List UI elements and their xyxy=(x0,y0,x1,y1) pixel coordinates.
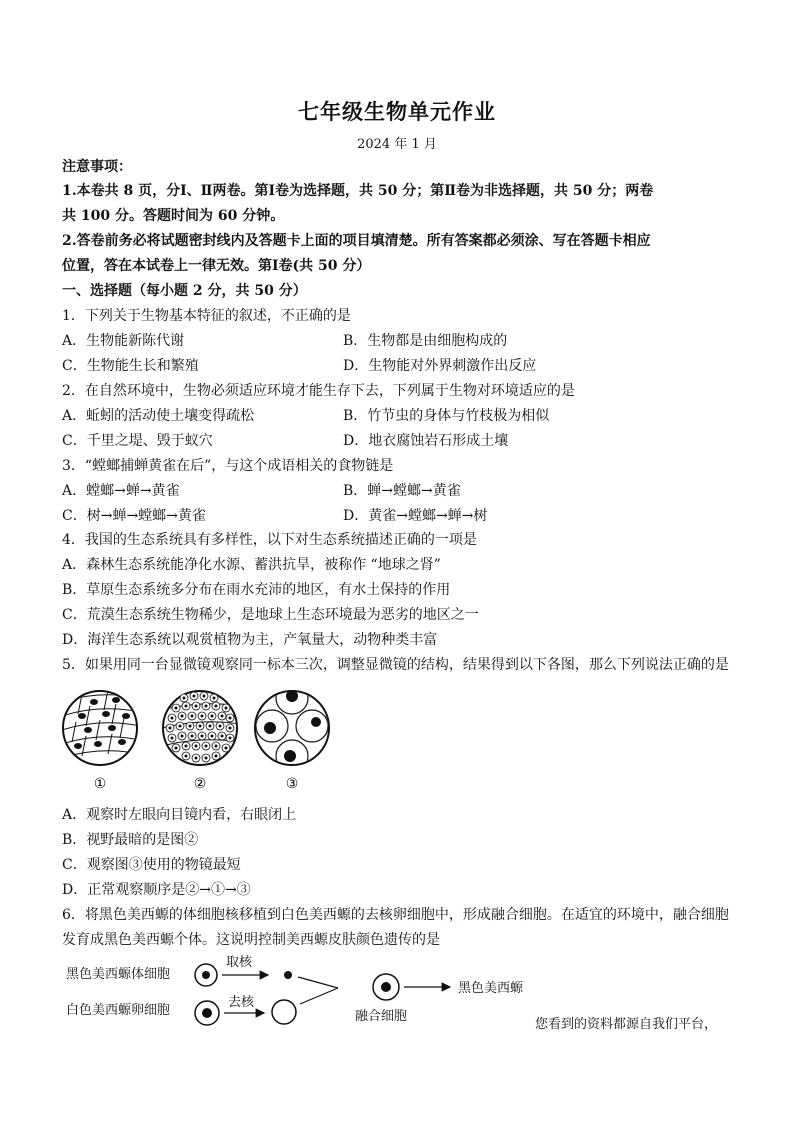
take-nucleus-label: 取核 xyxy=(226,955,253,970)
question-5-stem: 5．如果用同一台显微镜观察同一标本三次，调整显微镜的结构，结果得到以下各图，那么下列说法正确的是 xyxy=(62,657,729,673)
microscope-view-2 xyxy=(162,691,240,765)
question-5-option-c: C．观察图③使用的物镜最短 xyxy=(62,857,241,873)
question-2-option-b: B．竹节虫的身体与竹枝极为相似 xyxy=(343,408,550,424)
microscope-views-figure xyxy=(60,684,340,796)
notice-item-2-line-2: 位置，答在本试卷上一律无效。第Ⅰ卷(共 50 分） xyxy=(62,258,371,274)
fused-cell-label: 融合细胞 xyxy=(355,1009,408,1024)
question-5-option-d: D．正常观察顺序是②→①→③ xyxy=(62,882,251,898)
question-2-option-d: D．地衣腐蚀岩石形成土壤 xyxy=(343,433,509,449)
question-2-option-c: C．千里之堤、毁于蚁穴 xyxy=(62,433,213,449)
figure-label-1: ① xyxy=(93,776,107,792)
question-4-option-b: B．草原生态系统多分布在雨水充沛的地区，有水土保持的作用 xyxy=(62,582,451,598)
notice-item-2-line-1: 2.答卷前务必将试题密封线内及答题卡上面的项目填清楚。所有答案都必须涂、写在答题卡相应 xyxy=(62,233,651,249)
question-5-option-b: B．视野最暗的是图② xyxy=(62,832,199,848)
notice-heading: 注意事项： xyxy=(62,159,132,175)
question-3-option-a: A．螳螂→蝉→黄雀 xyxy=(62,483,180,499)
question-3-option-b: B．蝉→螳螂→黄雀 xyxy=(343,483,461,499)
question-3-option-c: C．树→蝉→螳螂→黄雀 xyxy=(62,508,206,524)
merge-line-top xyxy=(298,977,338,988)
figure-label-3: ③ xyxy=(285,776,299,792)
question-1-option-d: D．生物能对外界刺激作出反应 xyxy=(343,358,537,374)
question-3-option-d: D．黄雀→螳螂→蝉→树 xyxy=(343,508,488,524)
notice-item-1-line-1: 1.本卷共 8 页，分Ⅰ、Ⅱ两卷。第Ⅰ卷为选择题，共 50 分；第Ⅱ卷为非选择题，共 50 分；两卷 xyxy=(62,183,654,199)
microscope-view-3 xyxy=(255,684,329,772)
question-2-option-a: A．蚯蚓的活动使土壤变得疏松 xyxy=(62,408,255,424)
page-title: 七年级生物单元作业 xyxy=(298,99,496,124)
question-5-option-a: A．观察时左眼向目镜内看，右眼闭上 xyxy=(62,807,297,823)
section-heading: 一、选择题（每小题 2 分，共 50 分） xyxy=(62,283,307,299)
remove-nucleus-label: 去核 xyxy=(228,995,255,1010)
question-1-stem: 1．下列关于生物基本特征的叙述，不正确的是 xyxy=(62,308,351,324)
question-6-stem-line-2: 发育成黑色美西螈个体。这说明控制美西螈皮肤颜色遗传的是 xyxy=(62,932,440,948)
nucleus-dot-icon xyxy=(284,971,292,979)
question-1-option-a: A．生物能新陈代谢 xyxy=(62,333,185,349)
black-body-cell-label: 黑色美西螈体细胞 xyxy=(66,967,171,982)
footer-note: 您看到的资料都源自我们平台， xyxy=(535,1017,718,1032)
question-6-stem-line-1: 6．将黑色美西螈的体细胞核移植到白色美西螈的去核卵细胞中，形成融合细胞。在适宜的环境中，融合细胞 xyxy=(62,907,729,923)
question-1-option-c: C．生物能生长和繁殖 xyxy=(62,358,199,374)
question-3-stem: 3．“螳螂捕蝉黄雀在后”，与这个成语相关的食物链是 xyxy=(62,458,394,474)
black-body-cell-icon xyxy=(195,964,217,986)
exam-date: 2024 年 1 月 xyxy=(357,137,437,152)
white-egg-cell-icon xyxy=(195,1001,219,1025)
merge-line-bottom xyxy=(300,988,338,1004)
fused-cell-icon xyxy=(373,974,399,1000)
question-4-option-d: D．海洋生态系统以观赏植物为主，产氧量大，动物种类丰富 xyxy=(62,632,438,648)
question-2-stem: 2．在自然环境中，生物必须适应环境才能生存下去，下列属于生物对环境适应的是 xyxy=(62,383,575,399)
question-4-option-a: A．森林生态系统能净化水源、蓄洪抗旱，被称作 “地球之肾” xyxy=(62,557,441,573)
question-4-option-c: C．荒漠生态系统生物稀少，是地球上生态环境最为恶劣的地区之一 xyxy=(62,607,479,623)
question-1-option-b: B．生物都是由细胞构成的 xyxy=(343,333,508,349)
notice-item-1-line-2: 共 100 分。答题时间为 60 分钟。 xyxy=(62,208,285,224)
white-egg-cell-label: 白色美西螈卵细胞 xyxy=(66,1003,171,1018)
black-axolotl-result-label: 黑色美西螈 xyxy=(458,981,524,996)
enucleated-egg-icon xyxy=(272,1000,296,1024)
question-4-stem: 4．我国的生态系统具有多样性，以下对生态系统描述正确的一项是 xyxy=(62,532,477,548)
microscope-view-1 xyxy=(62,690,140,765)
figure-label-2: ② xyxy=(193,776,207,792)
